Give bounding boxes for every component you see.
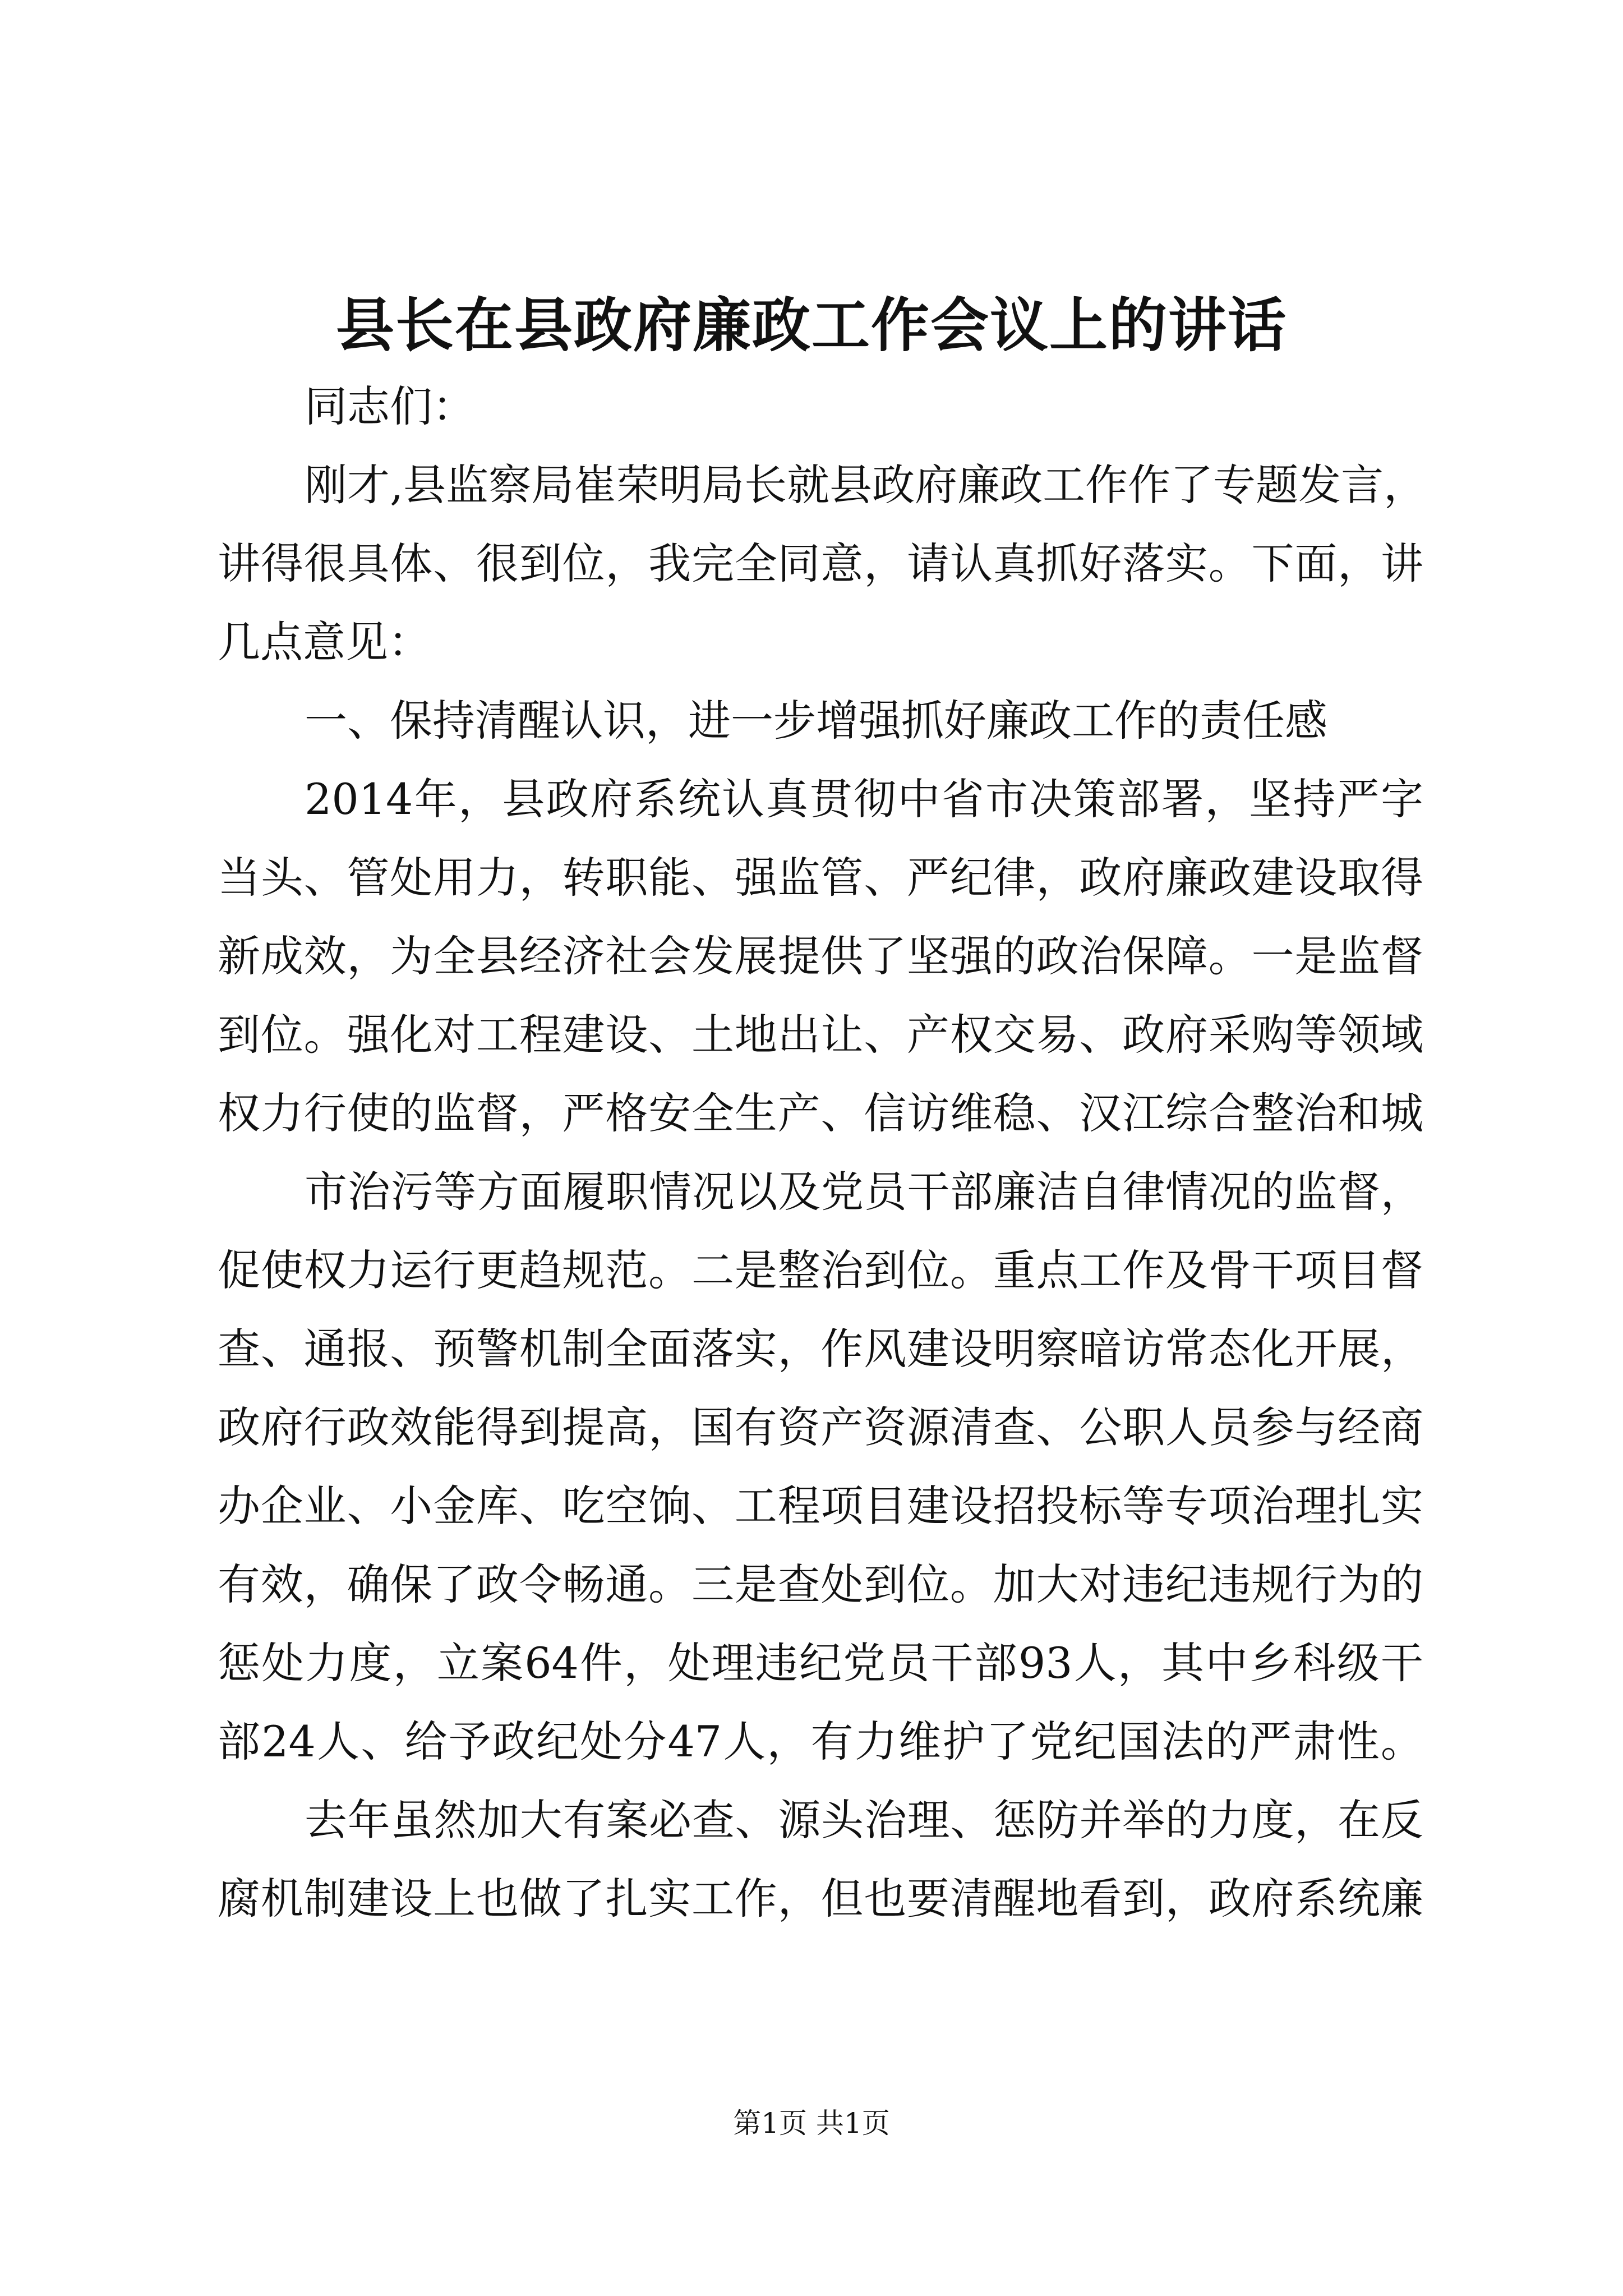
body-line: 有 效 ， 确 保 了 政 令 畅 通 。 三 是 查 处 到 位 。 加 大 对 违 纪 违 规 行 为 的 (218, 1559, 1423, 1609)
document-title: 县长在县政府廉政工作会议上的讲话 (335, 291, 1287, 360)
body-line: 2014 年 ， 县 政 府 系 统 认 真 贯 彻 中 省 市 决 策 部 署 ， 坚 持 严 字 (305, 774, 1423, 824)
body-line: 刚 才 , 县 监 察 局 崔 荣 明 局 长 就 县 政 府 廉 政 工 作 作 了 专 题 发 言 ， (305, 460, 1427, 510)
body-line: 市 治 污 等 方 面 履 职 情 况 以 及 党 员 干 部 廉 洁 自 律 情 况 的 监 督 ， (305, 1167, 1423, 1217)
body-line: 查 、 通 报 、 预 警 机 制 全 面 落 实 ， 作 风 建 设 明 察 暗 访 常 态 化 开 展 ， (218, 1324, 1423, 1374)
body-line: 一、保持清醒认识，进一步增强抓好廉政工作的责任感 (305, 696, 1327, 746)
body-line: 促 使 权 力 运 行 更 趋 规 范 。 二 是 整 治 到 位 。 重 点 工 作 及 骨 干 项 目 督 (218, 1245, 1423, 1295)
body-line: 同志们： (305, 381, 475, 431)
body-line: 新 成 效 ， 为 全 县 经 济 社 会 发 展 提 供 了 坚 强 的 政 治 保 障 。 一 是 监 督 (218, 931, 1423, 981)
body-line: 去 年 虽 然 加 大 有 案 必 查 、 源 头 治 理 、 惩 防 并 举 的 力 度 ， 在 反 (305, 1795, 1423, 1845)
body-line: 惩 处 力 度 ， 立 案 64 件 ， 处 理 违 纪 党 员 干 部 93 人 ， 其 中 乡 科 级 干 (218, 1638, 1423, 1688)
body-line: 权 力 行 使 的 监 督 ， 严 格 安 全 生 产 、 信 访 维 稳 、 汉 江 综 合 整 治 和 城 (218, 1088, 1423, 1138)
body-line: 腐 机 制 建 设 上 也 做 了 扎 实 工 作 ， 但 也 要 清 醒 地 看 到 ， 政 府 系 统 廉 (218, 1874, 1423, 1924)
document-body (218, 367, 1427, 1938)
body-line: 讲 得 很 具 体 、 很 到 位 ， 我 完 全 同 意 ， 请 认 真 抓 好 落 实 。 下 面 ， 讲 (218, 539, 1423, 588)
body-line: 到 位 。 强 化 对 工 程 建 设 、 土 地 出 让 、 产 权 交 易 、 政 府 采 购 等 领 域 (218, 1010, 1423, 1060)
page-footer: 第1页 共1页 (733, 2107, 890, 2139)
body-line: 几点意见： (218, 617, 431, 667)
body-line: 办 企 业 、 小 金 库 、 吃 空 饷 、 工 程 项 目 建 设 招 投 标 等 专 项 治 理 扎 实 (218, 1481, 1423, 1531)
body-line: 部 24 人 、 给 予 政 纪 处 分 47 人 ， 有 力 维 护 了 党 纪 国 法 的 严 肃 性 。 (218, 1717, 1423, 1766)
body-line: 政 府 行 政 效 能 得 到 提 高 ， 国 有 资 产 资 源 清 查 、 公 职 人 员 参 与 经 商 (218, 1402, 1423, 1452)
body-line: 当 头 、 管 处 用 力 ， 转 职 能 、 强 监 管 、 严 纪 律 ， 政 府 廉 政 建 设 取 得 (218, 853, 1423, 903)
